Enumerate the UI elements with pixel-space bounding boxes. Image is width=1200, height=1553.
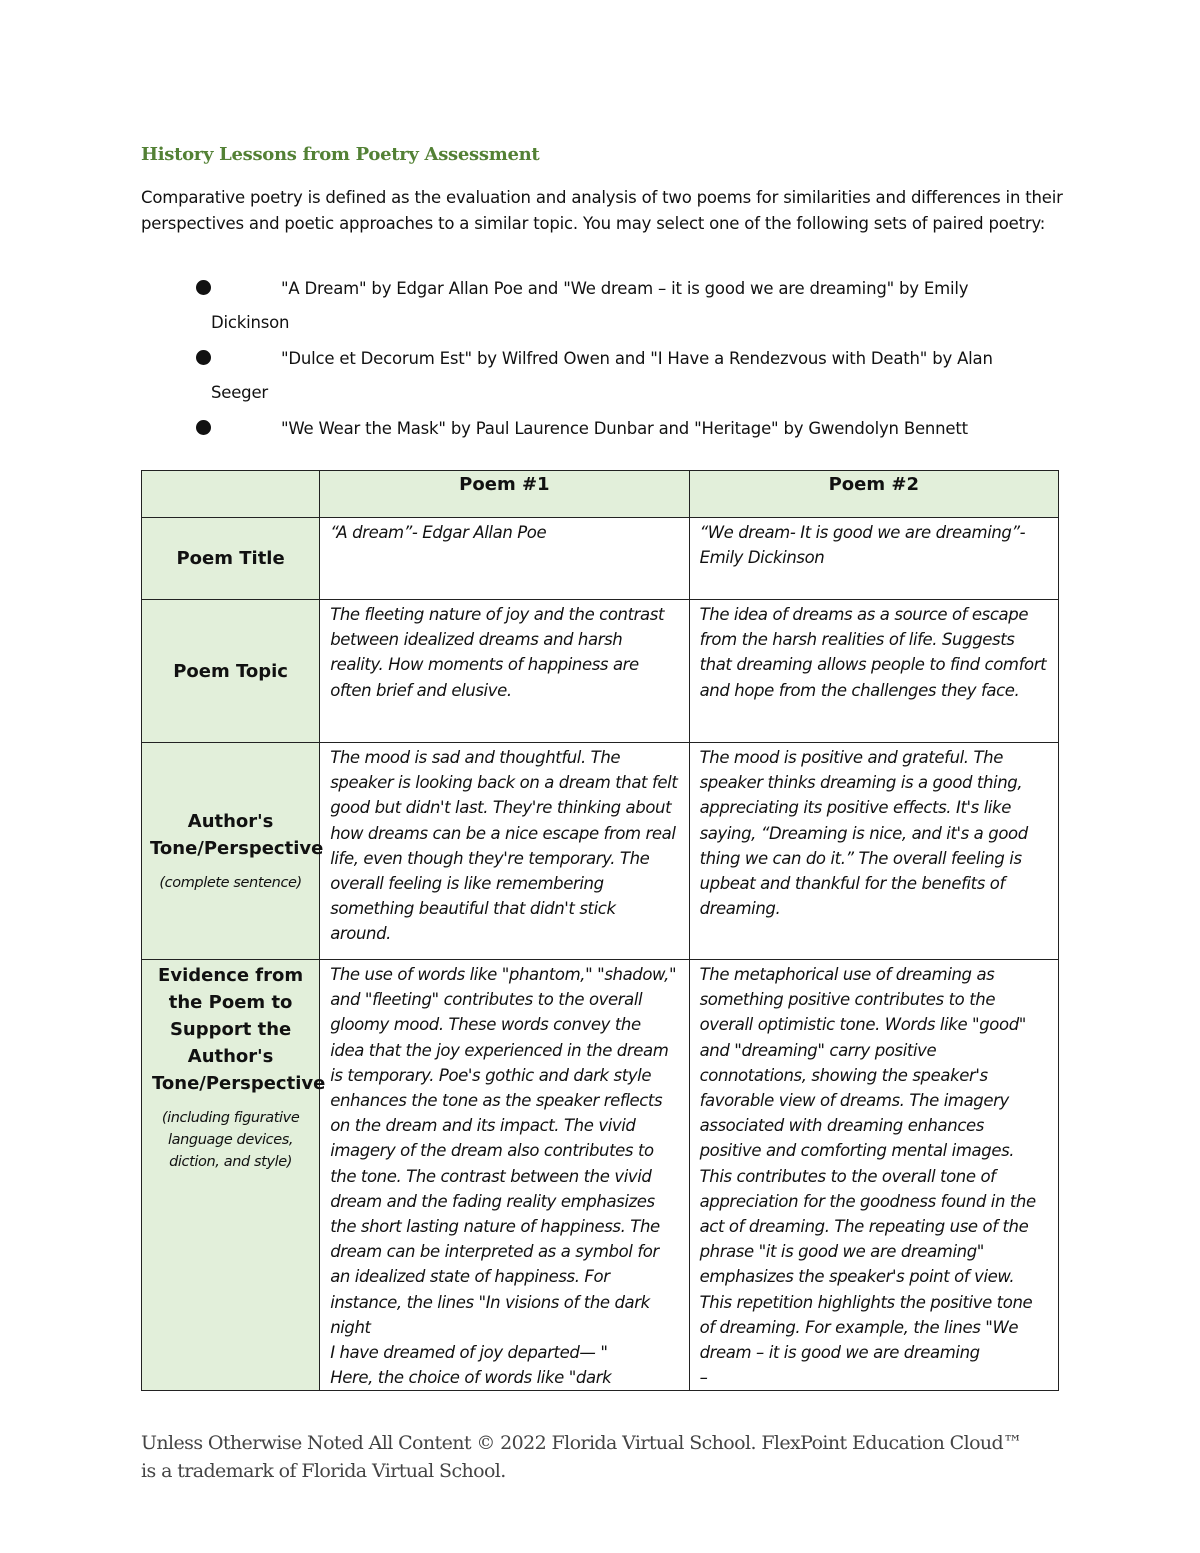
comparison-table — [141, 470, 1059, 1391]
poem1-cell: The use of words like "phantom," "shadow," and "fleeting" contributes to the overall gloomy mood. These words convey the idea that the joy experienced in the dream is temporary. Poe's gothic and dark style enhances the tone as the speaker reflects on the dream and its impact. The vivid imagery of the dream also contributes to the tone. The contrast between the vivid dream and the fading reality emphasizes the short lasting nature of happiness. The dream can be interpreted as a symbol for an idealized state of happiness. For instance, the lines "In visions of the dark night I have dreamed of joy departed— " Here, the choice of words like "dark — [320, 960, 689, 1391]
option-text-cont: Seeger — [211, 383, 268, 402]
row-label-note: (including figurative language devices, diction, and style) — [161, 1110, 300, 1170]
table-header-row — [142, 471, 1059, 518]
intro-paragraph: Comparative poetry is defined as the evaluation and analysis of two poems for similarities and differences in their perspectives and poetic approaches to a similar topic. You may select one of the following sets of paired poetry: — [141, 188, 1063, 233]
row-label — [142, 960, 326, 1391]
row-label-text: Poem Title — [176, 548, 285, 569]
table-row — [142, 600, 1059, 743]
row-label-text: Author's Tone/Perspective — [150, 811, 324, 859]
poem2-cell: The mood is positive and grateful. The speaker thinks dreaming is a good thing, appreciating its positive effects. It's like saying, “Dreaming is nice, and it's a good thing we can do it.” The overall feeling is upbeat and thankful for the benefits of dreaming. — [689, 743, 1058, 960]
table-row — [142, 743, 1059, 960]
bullet-icon — [196, 350, 211, 365]
poem2-cell: The metaphorical use of dreaming as something positive contributes to the overall optimistic tone. Words like "good" and "dreaming" carry positive connotations, showing the speaker's favorable view of dreams. The imagery associated with dreaming enhances positive and comforting mental images. This contributes to the overall tone of appreciation for the goodness found in the act of dreaming. The repeating use of the phrase "it is good we are dreaming" emphasizes the speaker's point of view. This repetition highlights the positive tone of dreaming. For example, the lines "We dream – it is good we are dreaming – — [689, 960, 1058, 1391]
poem1-cell: The mood is sad and thoughtful. The speaker is looking back on a dream that felt good but didn't last. They're thinking about how dreams can be a nice escape from real life, even though they're temporary. The overall feeling is like remembering something beautiful that didn't stick around. — [320, 743, 689, 960]
row-label — [142, 743, 324, 960]
bullet-icon — [196, 420, 211, 435]
poem2-cell: “We dream- It is good we are dreaming”- Emily Dickinson — [689, 518, 1058, 600]
list-item — [193, 272, 1063, 340]
poem2-cell: The idea of dreams as a source of escape from the harsh realities of life. Suggests that dreaming allows people to find comfort and hope from the challenges they face. — [689, 600, 1058, 743]
option-text: "Dulce et Decorum Est" by Wilfred Owen and "I Have a Rendezvous with Death" by Alan — [281, 349, 993, 368]
row-label — [142, 518, 320, 600]
row-label — [142, 600, 320, 743]
poem1-cell: The fleeting nature of joy and the contrast between idealized dreams and harsh reality. How moments of happiness are often brief and elusive. — [320, 600, 689, 743]
page-title: History Lessons from Poetry Assessment — [141, 144, 540, 165]
header-poem-2: Poem #2 — [689, 471, 1058, 518]
row-label-note: (complete sentence) — [159, 875, 302, 891]
row-label-text: Evidence from the Poem to Support the Author's Tone/Perspective — [152, 965, 326, 1094]
poem-options-list — [193, 272, 1063, 448]
copyright-footer: Unless Otherwise Noted All Content © 2022 Florida Virtual School. FlexPoint Education Cloud™ is a trademark of Florida Virtual School. — [141, 1432, 1022, 1482]
option-text: "A Dream" by Edgar Allan Poe and "We dream – it is good we are dreaming" by Emily — [281, 279, 969, 298]
row-label-text: Poem Topic — [173, 660, 288, 682]
table-row — [142, 518, 1059, 600]
option-text-cont: Dickinson — [211, 313, 290, 332]
table-row — [142, 960, 1059, 1391]
list-item — [193, 342, 1063, 410]
bullet-icon — [196, 280, 211, 295]
header-empty — [142, 471, 320, 518]
header-poem-1: Poem #1 — [320, 471, 689, 518]
list-item — [193, 412, 1063, 446]
option-text: "We Wear the Mask" by Paul Laurence Dunbar and "Heritage" by Gwendolyn Bennett — [281, 419, 968, 438]
poem1-cell: “A dream”- Edgar Allan Poe — [320, 518, 689, 600]
